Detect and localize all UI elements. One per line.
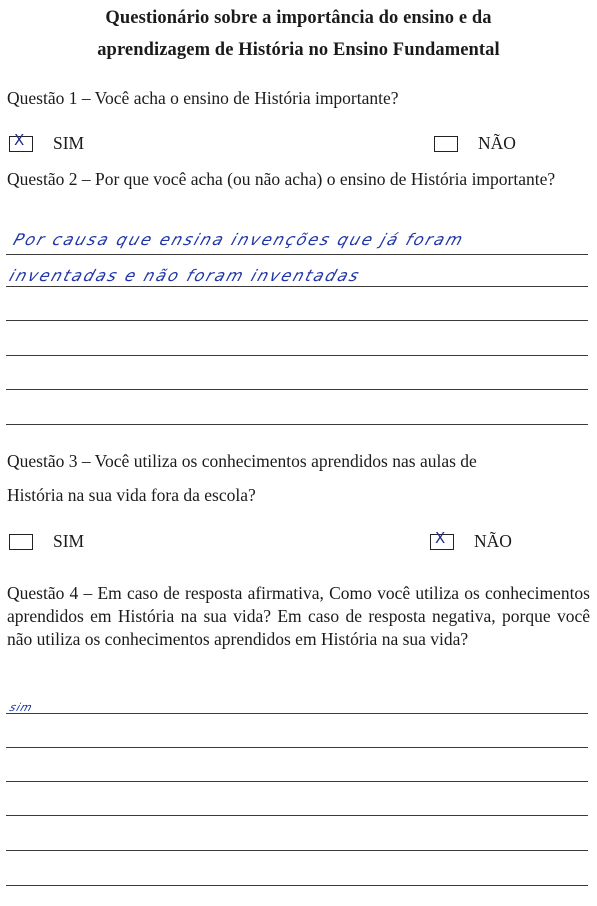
q4-answer-rule-4 (6, 815, 588, 816)
q2-answer-rule-3 (6, 320, 588, 321)
q3-no-check-mark: X (435, 528, 446, 547)
q1-no-checkbox[interactable] (434, 136, 458, 152)
q3-no-checkbox[interactable] (430, 528, 454, 550)
q1-yes-checkbox[interactable] (9, 130, 33, 152)
q4-answer-rule-3 (6, 781, 588, 782)
q4-answer-rule-2 (6, 747, 588, 748)
question-2-text: Questão 2 – Por que você acha (ou não acha) o ensino de História importante? (7, 169, 556, 189)
q2-answer-rule-4 (6, 355, 588, 356)
q3-yes-label: SIM (53, 531, 85, 551)
q4-answer-rule-6 (6, 885, 588, 886)
q1-yes-check-mark: X (14, 130, 25, 149)
q2-answer-line-1: Por causa que ensina invenções que já foram (10, 230, 468, 249)
question-3-text-line-2: História na sua vida fora da escola? (7, 485, 256, 505)
q2-answer-rule-2 (6, 286, 588, 287)
q3-option-yes[interactable] (9, 531, 84, 552)
q1-yes-label: SIM (53, 133, 85, 153)
q1-no-label: NÃO (478, 133, 516, 153)
question-1-text: Questão 1 – Você acha o ensino de História importante? (7, 88, 399, 108)
q3-yes-checkbox[interactable] (9, 534, 33, 550)
q4-answer-line-1: sim (7, 701, 35, 714)
q2-answer-rule-1 (6, 254, 588, 255)
q2-answer-rule-6 (6, 424, 588, 425)
q4-answer-rule-1 (6, 713, 588, 714)
question-4-text: Questão 4 – Em caso de resposta afirmativa, Como você utiliza os conhecimentos aprendidos em História na sua vida? Em caso de resposta negativa, porque você não utiliza os conhecimentos aprendidos em História na sua vida? (7, 583, 590, 649)
q4-answer-rule-5 (6, 850, 588, 851)
q3-no-label: NÃO (474, 531, 512, 551)
q2-answer-line-2: inventadas e não foram inventadas (6, 266, 364, 285)
q1-option-no[interactable] (434, 133, 516, 154)
question-3-text-line-1: Questão 3 – Você utiliza os conhecimentos aprendidos nas aulas de (7, 451, 477, 471)
q3-option-no[interactable] (430, 528, 512, 552)
q1-option-yes[interactable] (9, 130, 85, 154)
title-line-1: Questionário sobre a importância do ensino e da (105, 8, 492, 28)
title-line-2: aprendizagem de História no Ensino Fundamental (97, 40, 500, 60)
q2-answer-rule-5 (6, 389, 588, 390)
